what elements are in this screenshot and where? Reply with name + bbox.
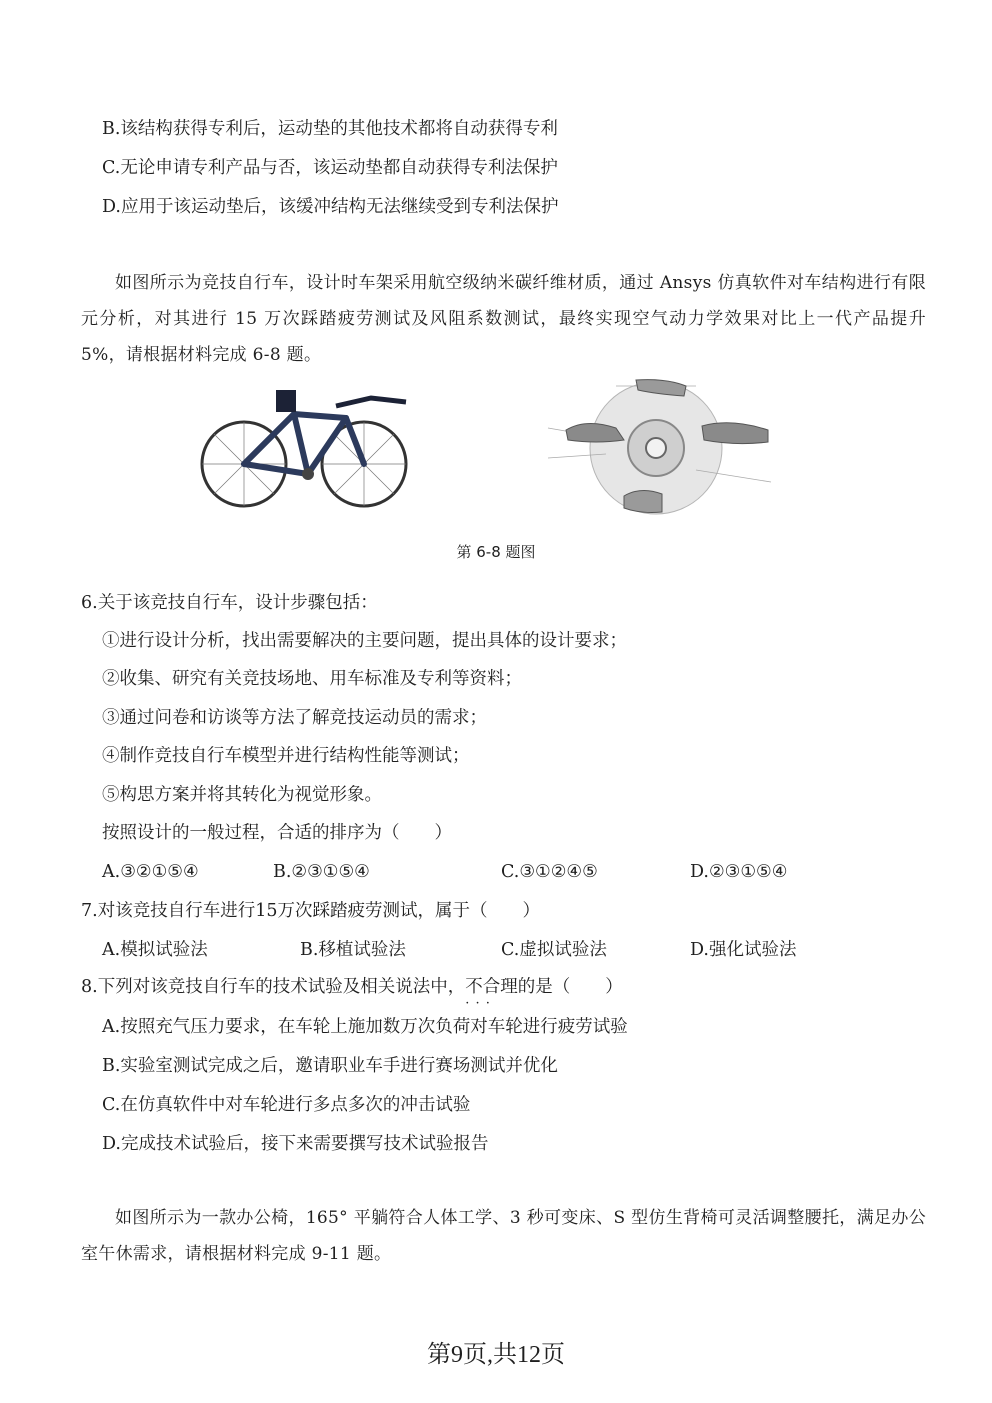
prev-option-d: D.应用于该运动垫后，该缓冲结构无法继续受到专利法保护 xyxy=(102,197,559,217)
q8-stem-pre: 8.下列对该竞技自行车的技术试验及相关说法中， xyxy=(81,977,466,997)
figure-caption: 第 6-8 题图 xyxy=(456,543,536,561)
q6-step-3: ③通过问卷和访谈等方法了解竞技运动员的需求； xyxy=(102,708,487,728)
crank-figure xyxy=(546,378,778,516)
q8-option-d: D.完成技术试验后，接下来需要撰写技术试验报告 xyxy=(102,1134,489,1154)
q6-step-1: ①进行设计分析，找出需要解决的主要问题，提出具体的设计要求； xyxy=(102,631,627,651)
q8-option-b: B.实验室测试完成之后，邀请职业车手进行赛场测试并优化 xyxy=(102,1056,558,1076)
q7-option-d: D.强化试验法 xyxy=(690,940,797,960)
q7-option-c: C.虚拟试验法 xyxy=(501,940,607,960)
q8-option-c: C.在仿真软件中对车轮进行多点多次的冲击试验 xyxy=(102,1095,471,1115)
prev-option-c: C.无论申请专利产品与否，该运动垫都自动获得专利法保护 xyxy=(102,158,558,178)
q7-option-b: B.移植试验法 xyxy=(300,940,406,960)
bicycle-figure xyxy=(196,378,412,510)
q8-stem xyxy=(81,975,623,999)
q6-step-5: ⑤构思方案并将其转化为视觉形象。 xyxy=(102,785,382,805)
page-footer: 第9页,共12页 xyxy=(427,1342,565,1368)
q6-step-4: ④制作竞技自行车模型并进行结构性能等测试； xyxy=(102,746,470,766)
passage-chair: 如图所示为一款办公椅，165° 平躺符合人体工学、3 秒可变床、S 型仿生背椅可灵活调整腰托，满足办公室午休需求，请根据材料完成 9-11 题。 xyxy=(81,1208,926,1264)
q6-step-2: ②收集、研究有关竞技场地、用车标准及专利等资料； xyxy=(102,669,522,689)
q6-option-d: D.②③①⑤④ xyxy=(690,862,788,882)
q8-stem-post: 的是（ ） xyxy=(517,977,623,997)
q6-option-b: B.②③①⑤④ xyxy=(273,862,370,882)
q6-prompt: 按照设计的一般过程，合适的排序为（ ） xyxy=(102,823,452,843)
q8-stem-emphasis: 不合理 · · · xyxy=(465,977,518,997)
q7-option-a: A.模拟试验法 xyxy=(102,940,208,960)
q7-stem: 7.对该竞技自行车进行15万次踩踏疲劳测试，属于（ ） xyxy=(81,901,540,921)
q6-option-c: C.③①②④⑤ xyxy=(501,862,598,882)
passage-bicycle: 如图所示为竞技自行车，设计时车架采用航空级纳米碳纤维材质，通过 Ansys 仿真软件对车结构进行有限元分析，对其进行 15 万次踩踏疲劳测试及风阻系数测试，最终实现空气动力学效果对比上一代产品提升 5%，请根据材料完成 6-8 题。 xyxy=(81,273,926,365)
q8-option-a: A.按照充气压力要求，在车轮上施加数万次负荷对车轮进行疲劳试验 xyxy=(102,1017,628,1037)
prev-option-b: B.该结构获得专利后，运动垫的其他技术都将自动获得专利 xyxy=(102,119,558,139)
q6-option-a: A.③②①⑤④ xyxy=(102,862,199,882)
q6-stem: 6.关于该竞技自行车，设计步骤包括： xyxy=(81,593,378,613)
